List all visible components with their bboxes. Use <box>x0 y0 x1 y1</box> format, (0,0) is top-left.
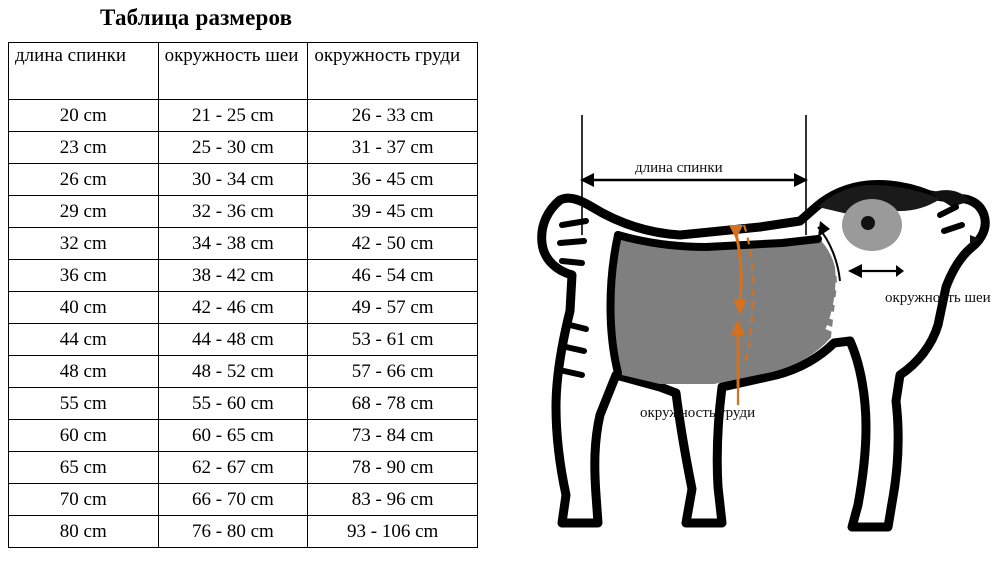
cell-neck-girth: 25 - 30 cm <box>158 132 308 164</box>
cell-neck-girth: 38 - 42 cm <box>158 260 308 292</box>
table-row <box>9 196 478 228</box>
cell-back-length: 44 cm <box>9 324 159 356</box>
cell-chest-girth: 73 - 84 cm <box>308 420 478 452</box>
table-row <box>9 388 478 420</box>
cell-chest-girth: 49 - 57 cm <box>308 292 478 324</box>
cell-neck-girth: 66 - 70 cm <box>158 484 308 516</box>
cell-chest-girth: 31 - 37 cm <box>308 132 478 164</box>
cell-neck-girth: 76 - 80 cm <box>158 516 308 548</box>
cell-neck-girth: 34 - 38 cm <box>158 228 308 260</box>
table-row <box>9 228 478 260</box>
cell-neck-girth: 30 - 34 cm <box>158 164 308 196</box>
table-row <box>9 164 478 196</box>
table-row <box>9 356 478 388</box>
dog-measurement-diagram <box>500 75 1000 567</box>
cell-back-length: 20 cm <box>9 100 159 132</box>
cell-chest-girth: 78 - 90 cm <box>308 452 478 484</box>
cell-back-length: 40 cm <box>9 292 159 324</box>
cell-back-length: 23 cm <box>9 132 159 164</box>
table-row <box>9 484 478 516</box>
cell-neck-girth: 32 - 36 cm <box>158 196 308 228</box>
cell-back-length: 60 cm <box>9 420 159 452</box>
dog-illustration-svg <box>500 75 1000 567</box>
cell-neck-girth: 21 - 25 cm <box>158 100 308 132</box>
table-row <box>9 516 478 548</box>
cell-back-length: 26 cm <box>9 164 159 196</box>
label-neck-girth: окружность шеи <box>885 290 991 306</box>
column-header-neck-girth: окружность шеи <box>158 43 308 100</box>
table-header-row <box>9 43 478 100</box>
cell-neck-girth: 42 - 46 cm <box>158 292 308 324</box>
cell-chest-girth: 36 - 45 cm <box>308 164 478 196</box>
table-row <box>9 292 478 324</box>
cell-back-length: 36 cm <box>9 260 159 292</box>
table-row <box>9 132 478 164</box>
cell-chest-girth: 26 - 33 cm <box>308 100 478 132</box>
column-header-back-length: длина спинки <box>9 43 159 100</box>
cell-chest-girth: 39 - 45 cm <box>308 196 478 228</box>
label-chest-girth: окружность груди <box>640 405 756 421</box>
cell-back-length: 32 cm <box>9 228 159 260</box>
cell-chest-girth: 83 - 96 cm <box>308 484 478 516</box>
table-row <box>9 324 478 356</box>
cell-back-length: 29 cm <box>9 196 159 228</box>
cell-back-length: 55 cm <box>9 388 159 420</box>
page-title: Таблица размеров <box>100 5 293 30</box>
cell-neck-girth: 44 - 48 cm <box>158 324 308 356</box>
table-row <box>9 100 478 132</box>
label-back-length: длина спинки <box>635 160 723 176</box>
cell-chest-girth: 53 - 61 cm <box>308 324 478 356</box>
cell-back-length: 70 cm <box>9 484 159 516</box>
cell-chest-girth: 57 - 66 cm <box>308 356 478 388</box>
cell-neck-girth: 48 - 52 cm <box>158 356 308 388</box>
cell-neck-girth: 62 - 67 cm <box>158 452 308 484</box>
dog-eye <box>861 216 875 230</box>
table-row <box>9 260 478 292</box>
cell-chest-girth: 68 - 78 cm <box>308 388 478 420</box>
size-table <box>8 42 478 548</box>
cell-back-length: 48 cm <box>9 356 159 388</box>
cell-back-length: 80 cm <box>9 516 159 548</box>
cell-chest-girth: 42 - 50 cm <box>308 228 478 260</box>
cell-neck-girth: 55 - 60 cm <box>158 388 308 420</box>
cell-neck-girth: 60 - 65 cm <box>158 420 308 452</box>
cell-chest-girth: 46 - 54 cm <box>308 260 478 292</box>
column-header-chest-girth: окружность груди <box>308 43 478 100</box>
cell-chest-girth: 93 - 106 cm <box>308 516 478 548</box>
cell-back-length: 65 cm <box>9 452 159 484</box>
table-row <box>9 420 478 452</box>
table-row <box>9 452 478 484</box>
table-body <box>9 100 478 548</box>
